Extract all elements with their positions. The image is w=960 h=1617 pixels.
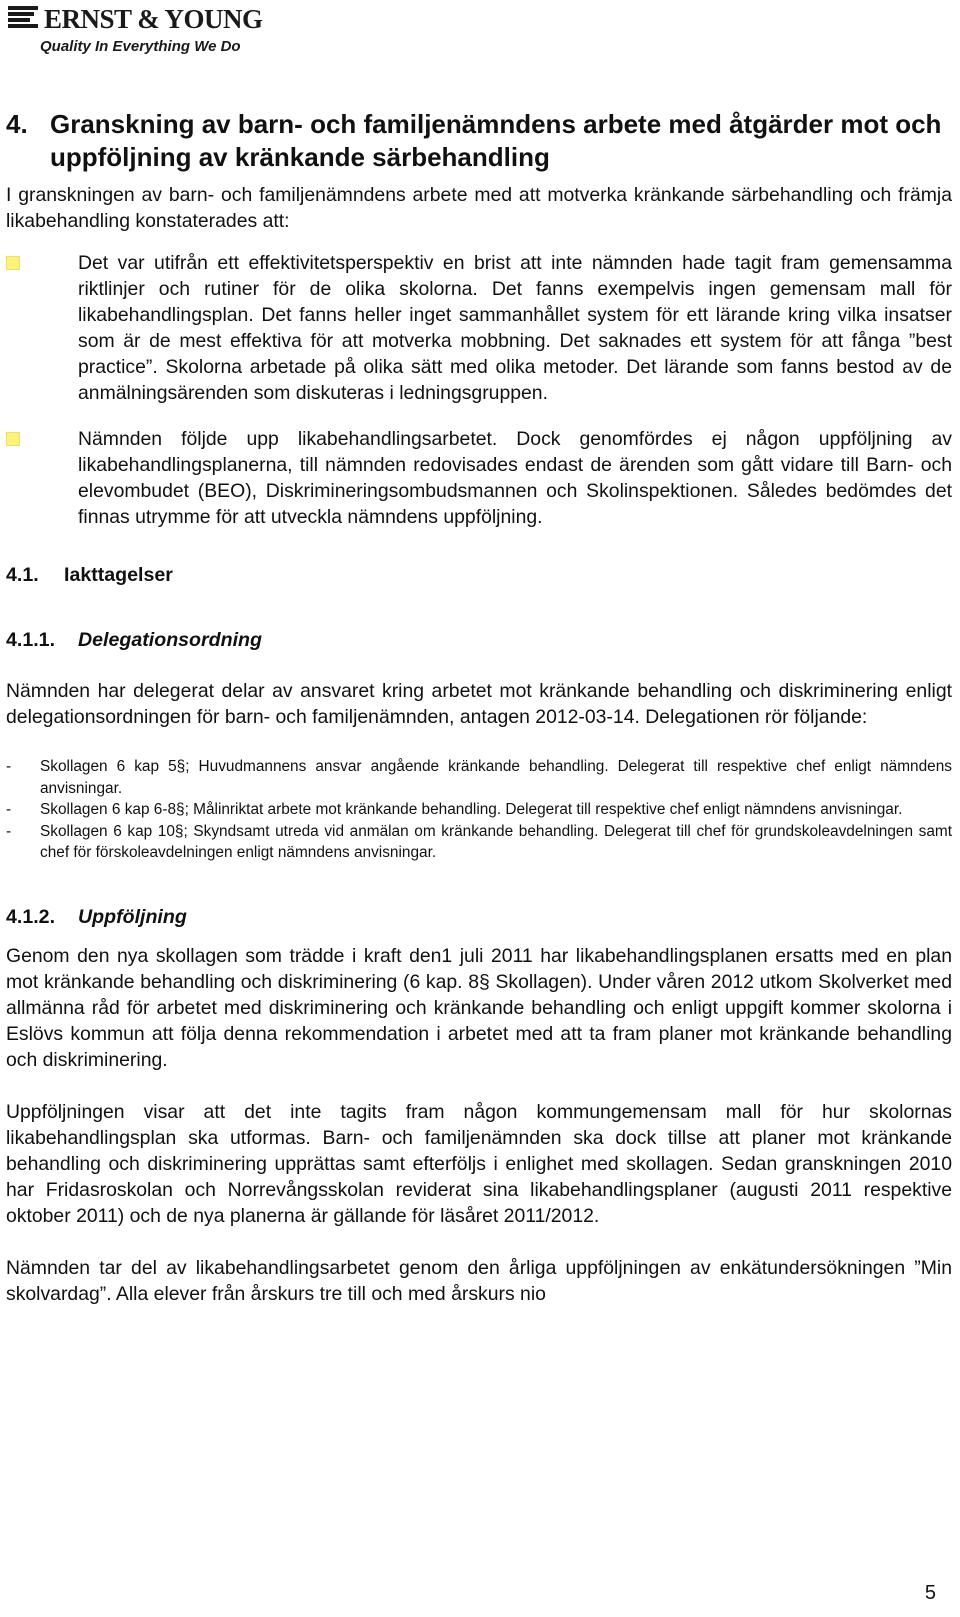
delegation-number: 4.1.1. (6, 629, 56, 651)
delegation-heading (6, 629, 952, 652)
subsection-heading (6, 564, 952, 587)
delegation-list (6, 756, 952, 864)
followup-number: 4.1.2. (6, 905, 56, 928)
followup-heading (6, 906, 952, 929)
list-item-text: Skollagen 6 kap 6-8§; Målinriktat arbete mot kränkande behandling. Delegerat till respektive chef enligt nämndens anvisningar. (40, 801, 903, 818)
findings-list (6, 250, 952, 530)
section-heading (6, 108, 952, 174)
list-item (6, 821, 952, 864)
list-item (6, 426, 952, 530)
list-item-text: Det var utifrån ett effektivitetsperspektiv en brist att inte nämnden hade tagit fram gemensamma riktlinjer och rutiner för de olika skolorna. Det fanns exempelvis ingen gemensam mall för likabehandlingsplan. Det fanns heller inget sammanhållet system för ett lärande kring vilka insatser som är de mest effektiva för att motverka mobbning. Det saknades ett system för att fånga ”best practice”. Skolorna arbetade på olika sätt med olika metoder. Det lärande som fanns bestod av de anmälningsärenden som diskuteras i ledningsgruppen. (78, 252, 952, 404)
list-item-text: Skollagen 6 kap 5§; Huvudmannens ansvar angående kränkande behandling. Delegerat till respektive chef enligt nämndens anvisningar. (40, 758, 952, 797)
square-bullet-icon (6, 256, 20, 270)
followup-title: Uppföljning (78, 905, 187, 928)
list-item (6, 250, 952, 406)
section-number: 4. (6, 109, 28, 139)
logo-tagline: Quality In Everything We Do (40, 38, 241, 55)
dash-bullet: - (6, 822, 12, 840)
delegation-title: Delegationsordning (78, 629, 262, 651)
section-title: Granskning av barn- och familjenämndens arbete med åtgärder mot och uppföljning av kränkande särbehandling (50, 109, 942, 172)
page-number: 5 (924, 1582, 936, 1604)
logo-name: ERNST & YOUNG (44, 4, 263, 34)
followup-paragraph: Uppföljningen visar att det inte tagits fram någon kommungemensam mall för hur skolornas likabehandlingsplan ska utformas. Barn- och familjenämnden ska dock tillse att planer mot kränkande behandling och diskriminering upprättas samt efterföljs i enlighet med skollagen. Sedan granskningen 2010 har Fridasroskolan och Norrevångsskolan reviderat sina likabehandlingsplaner (augusti 2011 respektive oktober 2011) och de nya planerna är gällande för läsåret 2011/2012. (6, 1100, 952, 1227)
delegation-paragraph: Nämnden har delegerat delar av ansvaret kring arbetet mot kränkande behandling och diskriminering enligt delegationsordningen för barn- och familjenämnden, antagen 2012-03-14. Delegationen rör följande: (6, 680, 952, 728)
followup-paragraph: Nämnden tar del av likabehandlingsarbetet genom den årliga uppföljningen av enkätundersökningen ”Min skolvardag”. Alla elever från årskurs tre till och med årskurs nio (6, 1256, 952, 1305)
document-body (6, 108, 952, 1307)
followup-paragraph: Genom den nya skollagen som trädde i kraft den1 juli 2011 har likabehandlingsplanen ersatts med en plan mot kränkande behandling och diskriminering (6 kap. 8§ Skollagen). Under våren 2012 utkom Skolverket med allmänna råd för arbetet med diskriminering och kränkande behandling och enligt uppgift kommer skolorna i Eslövs kommun att följa denna rekommendation i arbetet med att ta fram planer mot kränkande behandling och diskriminering. (6, 944, 952, 1071)
dash-bullet: - (6, 801, 12, 818)
list-item-text: Nämnden följde upp likabehandlingsarbetet. Dock genomfördes ej någon uppföljning av likabehandlingsplanerna, till nämnden redovisades endast de ärenden som gått vidare till Barn- och elevombudet (BEO), Diskrimineringsombudsmannen och Skolinspektionen. Således bedömdes det finnas utrymme för att utveckla nämndens uppföljning. (78, 428, 952, 528)
list-item-text: Skollagen 6 kap 10§; Skyndsamt utreda vid anmälan om kränkande behandling. Delegerat till chef för grundskoleavdelningen samt chef för förskoleavdelningen enligt nämndens anvisningar. (40, 822, 952, 861)
dash-bullet: - (6, 758, 12, 775)
list-item (6, 799, 952, 821)
square-bullet-icon (6, 432, 20, 446)
subsection-number: 4.1. (6, 564, 39, 586)
subsection-title: Iakttagelser (64, 564, 173, 586)
company-logo (8, 4, 328, 60)
logo-mark-icon (8, 6, 38, 28)
intro-paragraph: I granskningen av barn- och familjenämndens arbete med att motverka kränkande särbehandling och främja likabehandling konstaterades att: (6, 184, 952, 232)
list-item (6, 756, 952, 799)
